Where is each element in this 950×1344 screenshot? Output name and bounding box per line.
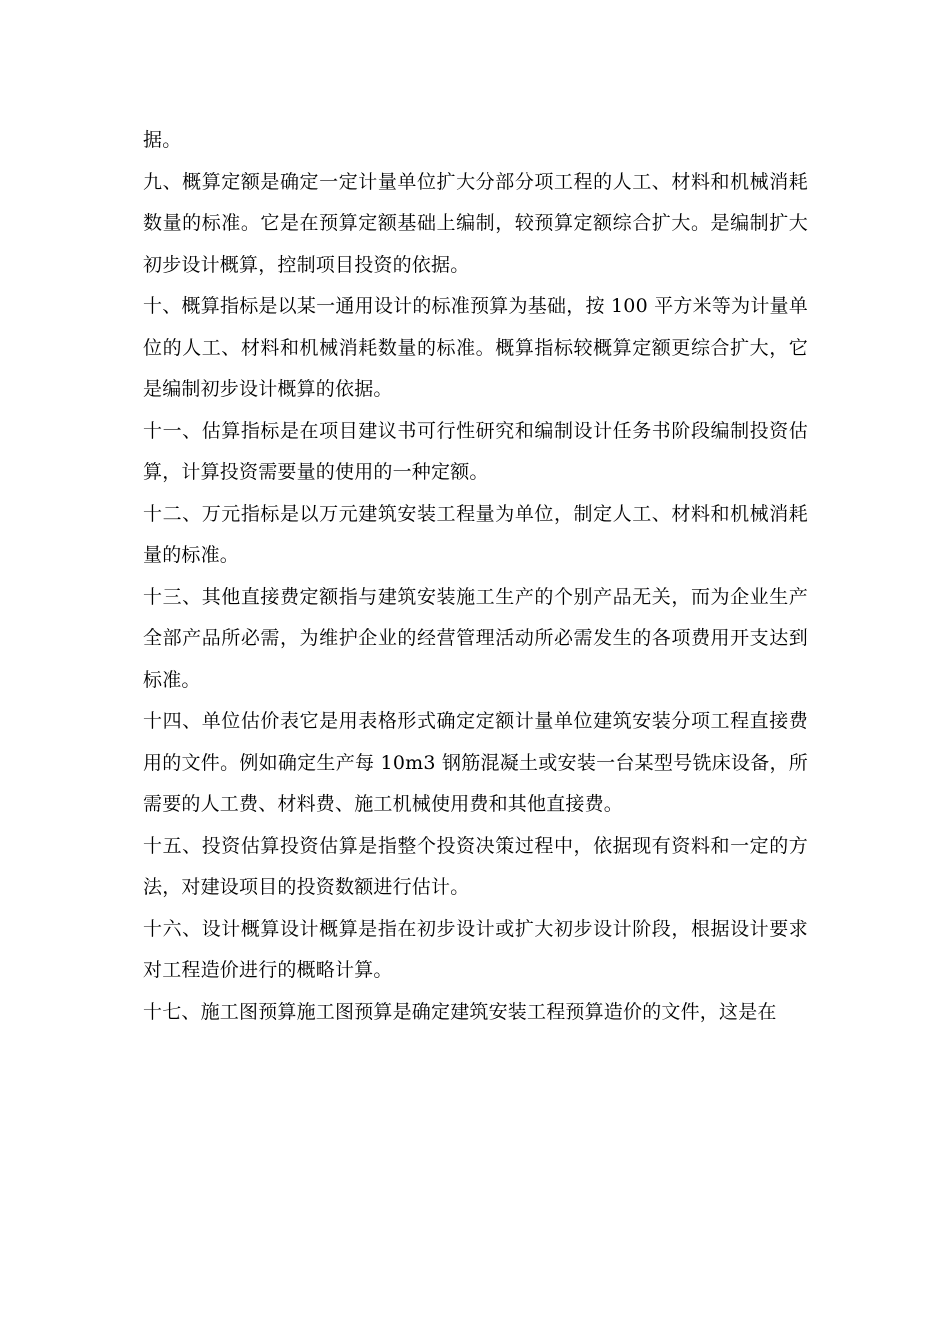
paragraph-item-15: 十五、投资估算投资估算是指整个投资决策过程中，依据现有资料和一定的方法，对建设项目的投资数额进行估计。: [143, 834, 808, 898]
paragraph-item-14: 十四、单位估价表它是用表格形式确定定额计量单位建筑安装分项工程直接费用的文件。例如确定生产每 10m3 钢筋混凝土或安装一台某型号铣床设备，所需要的人工费、材料费、施工机械使用费和其他直接费。: [143, 710, 808, 815]
paragraph-item-10: 十、概算指标是以某一通用设计的标准预算为基础，按 100 平方米等为计量单位的人工、材料和机械消耗数量的标准。概算指标较概算定额更综合扩大，它是编制初步设计概算的依据。: [143, 295, 808, 400]
paragraph-item-12: 十二、万元指标是以万元建筑安装工程量为单位，制定人工、材料和机械消耗量的标准。: [143, 502, 808, 566]
paragraph-item-9: 九、概算定额是确定一定计量单位扩大分部分项工程的人工、材料和机械消耗数量的标准。它是在预算定额基础上编制，较预算定额综合扩大。是编制扩大初步设计概算，控制项目投资的依据。: [143, 170, 808, 276]
paragraph-continuation: 据。: [143, 129, 182, 151]
document-body: [143, 120, 808, 1033]
paragraph-item-16: 十六、设计概算设计概算是指在初步设计或扩大初步设计阶段，根据设计要求对工程造价进行的概略计算。: [143, 917, 808, 981]
paragraph-item-17: 十七、施工图预算施工图预算是确定建筑安装工程预算造价的文件，这是在: [143, 1000, 777, 1023]
paragraph-item-13: 十三、其他直接费定额指与建筑安装施工生产的个别产品无关，而为企业生产全部产品所必需，为维护企业的经营管理活动所必需发生的各项费用开支达到标准。: [143, 585, 808, 691]
paragraph-item-11: 十一、估算指标是在项目建议书可行性研究和编制设计任务书阶段编制投资估算，计算投资需要量的使用的一种定额。: [143, 419, 808, 483]
